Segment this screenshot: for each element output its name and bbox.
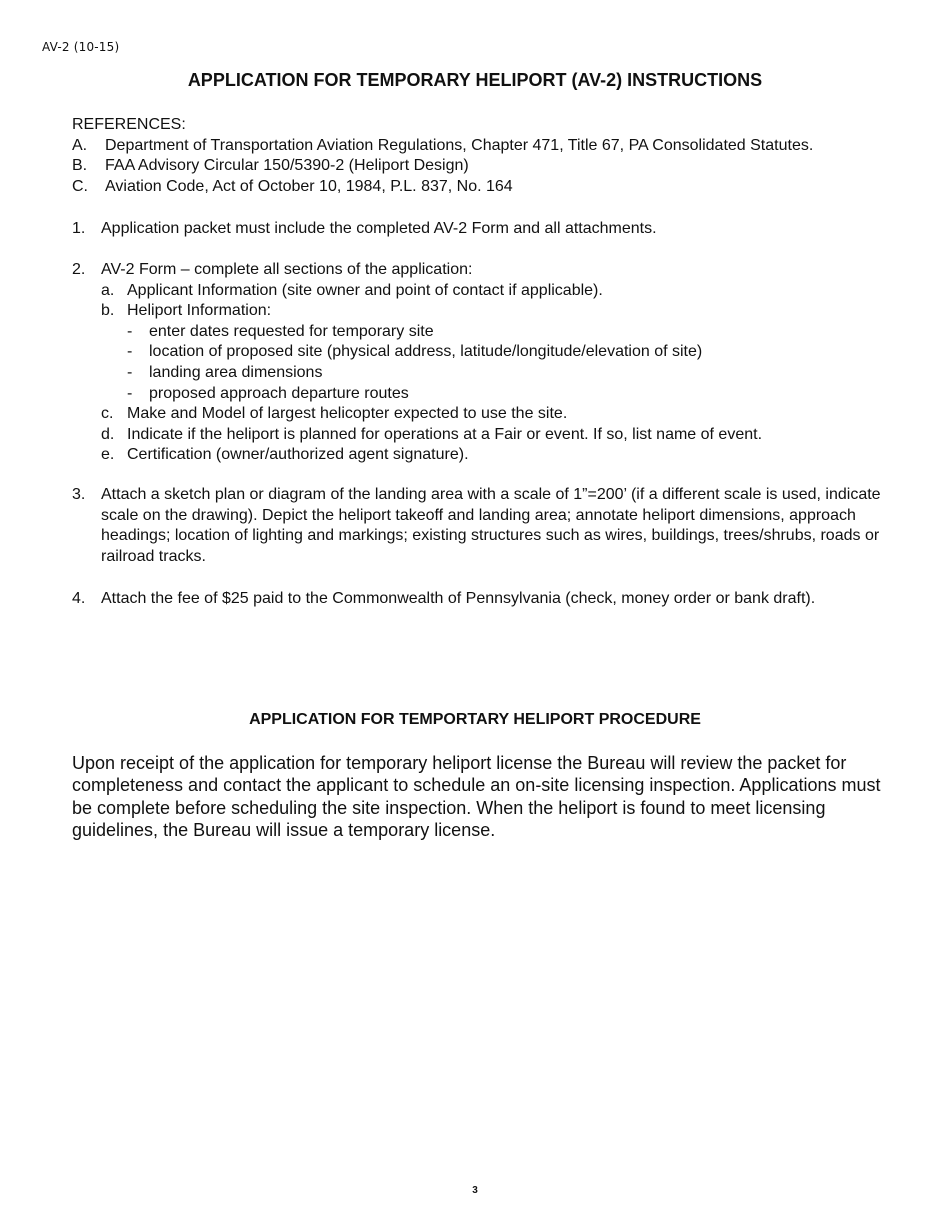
- bullet-dash: -: [127, 384, 133, 402]
- sub-item-text: Certification (owner/authorized agent signature).: [127, 446, 469, 464]
- instruction-number: 4.: [72, 590, 86, 607]
- procedure-text: Upon receipt of the application for temporary heliport license the Bureau will review the packet for completeness and contact the applicant to schedule an on-site licensing inspection. Applications must be complete before scheduling the site inspection. When the heliport is found to meet licensing guidelines, the Bureau will issue a temporary license.: [72, 753, 881, 841]
- reference-text: Department of Transportation Aviation Regulations, Chapter 471, Title 67, PA Consolidated Statutes.: [105, 136, 814, 154]
- bullet-dash: -: [127, 322, 133, 340]
- bullet-item: [72, 322, 882, 343]
- reference-item: [72, 136, 882, 157]
- sub-item-label: b.: [101, 302, 115, 320]
- sub-item-label: c.: [101, 405, 114, 423]
- procedure-title: APPLICATION FOR TEMPORTARY HELIPORT PROCEDURE: [249, 711, 701, 728]
- sub-item-a: [72, 281, 882, 302]
- bullet-item: [72, 342, 882, 363]
- sub-item-label: d.: [101, 425, 115, 443]
- bullet-text: location of proposed site (physical address, latitude/longitude/elevation of site): [149, 343, 703, 361]
- sub-item-text: Make and Model of largest helicopter expected to use the site.: [127, 405, 568, 423]
- instruction-text: Application packet must include the completed AV-2 Form and all attachments.: [101, 220, 657, 237]
- bullet-item: [72, 384, 882, 405]
- reference-item: [72, 177, 882, 198]
- sub-item-text: Heliport Information:: [127, 302, 272, 320]
- sub-item-label: a.: [101, 281, 115, 299]
- instruction-text: AV-2 Form – complete all sections of the application:: [101, 261, 473, 278]
- reference-text: FAA Advisory Circular 150/5390-2 (Heliport Design): [105, 157, 469, 175]
- sub-item-label: e.: [101, 446, 115, 464]
- instruction-number: 3.: [72, 486, 86, 503]
- bullet-text: proposed approach departure routes: [149, 384, 409, 402]
- bullet-text: enter dates requested for temporary site: [149, 322, 434, 340]
- instruction-item-3: [72, 485, 882, 567]
- reference-text: Aviation Code, Act of October 10, 1984, P.L. 837, No. 164: [105, 177, 513, 195]
- page-title: APPLICATION FOR TEMPORARY HELIPORT (AV-2) INSTRUCTIONS: [187, 70, 763, 90]
- sub-item-text: Indicate if the heliport is planned for operations at a Fair or event. If so, list name of event.: [127, 425, 763, 443]
- instruction-item-1: [72, 219, 882, 240]
- instruction-text: Attach the fee of $25 paid to the Commonwealth of Pennsylvania (check, money order or bank draft).: [101, 590, 816, 607]
- instruction-item-2: [72, 260, 882, 466]
- sub-item-text: Applicant Information (site owner and point of contact if applicable).: [127, 281, 603, 299]
- bullet-item: [72, 363, 882, 384]
- instruction-number: 2.: [72, 261, 86, 278]
- reference-label: C.: [72, 177, 88, 195]
- bullet-dash: -: [127, 363, 133, 381]
- form-code: AV-2 (10-15): [42, 40, 120, 54]
- reference-item: [72, 156, 882, 177]
- reference-label: A.: [72, 136, 88, 154]
- bullet-dash: -: [127, 343, 133, 361]
- instruction-item-4: [72, 589, 882, 610]
- sub-item-c: [72, 404, 882, 425]
- sub-item-e: [72, 445, 882, 466]
- instruction-text: Attach a sketch plan or diagram of the landing area with a scale of 1”=200’ (if a different scale is used, indicate scale on the drawing). Depict the heliport takeoff and landing area; annotate heliport dimensions, approach headings; location of lighting and markings; existing structures such as wires, buildings, trees/shrubs, roads or railroad tracks.: [101, 486, 881, 565]
- references-heading: REFERENCES:: [72, 116, 186, 133]
- sub-item-b: [72, 301, 882, 322]
- sub-item-d: [72, 425, 882, 446]
- bullet-text: landing area dimensions: [149, 363, 323, 381]
- instruction-number: 1.: [72, 220, 86, 237]
- page-number: 3: [472, 1185, 478, 1196]
- reference-label: B.: [72, 157, 88, 175]
- references-section: [72, 115, 882, 197]
